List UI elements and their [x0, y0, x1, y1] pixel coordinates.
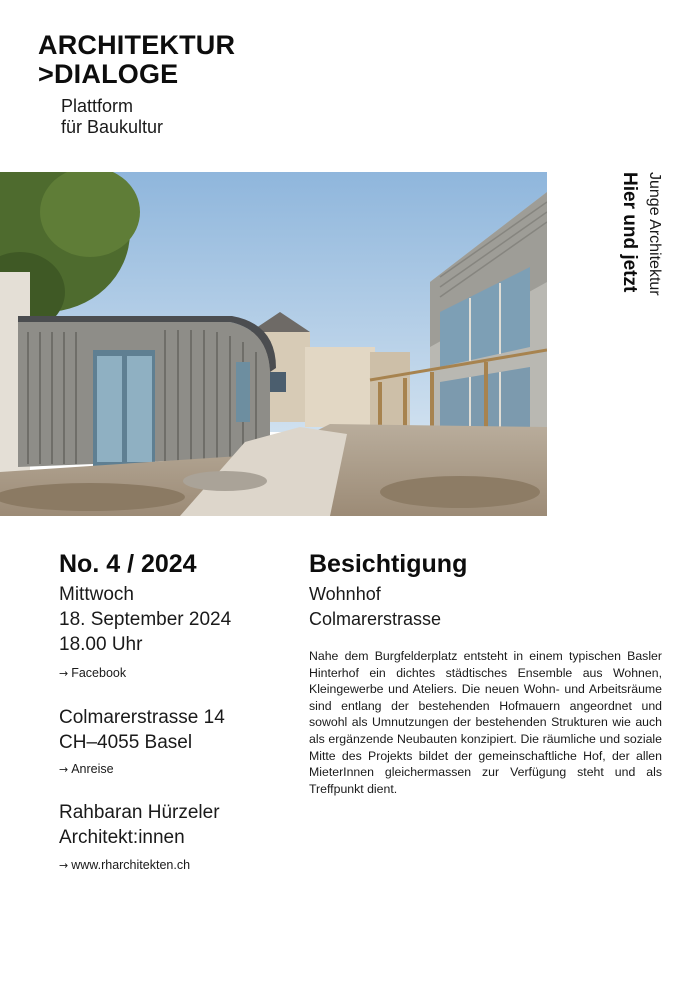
facebook-link-label: Facebook [71, 666, 127, 680]
address-street: Colmarerstrasse 14 [59, 707, 225, 728]
event-weekday: Mittwoch [59, 584, 134, 605]
issue-number: No. 4 / 2024 [59, 550, 197, 578]
address-city: CH–4055 Basel [59, 732, 193, 753]
facebook-link[interactable] [59, 665, 126, 682]
logo-line-1: ARCHITEKTUR [38, 30, 236, 60]
courtyard-photo [0, 172, 547, 516]
logo-line-2: >DIALOGE [38, 59, 179, 89]
directions-link[interactable] [59, 761, 114, 778]
architect-name: Rahbaran Hürzeler [59, 802, 220, 823]
website-link[interactable] [59, 857, 190, 874]
event-date: 18. September 2024 [59, 609, 232, 630]
article-subtitle-2: Colmarerstrasse [309, 609, 442, 629]
article-subtitle-1: Wohnhof [309, 584, 381, 604]
directions-link-label: Anreise [71, 762, 114, 776]
arrow-right-icon: → [59, 859, 69, 872]
event-time: 18.00 Uhr [59, 634, 143, 655]
article-body: Nahe dem Burgfelderplatz entsteht in einem typischen Basler Hinterhof ein dichtes städtisches Ensemble aus Wohnen, Kleingewerbe und Ateliers. Die neuen Wohn- und Arbeitsräume sind entlang der bestehenden Hofmauern angeordnet und sowohl als Umnutzungen der bestehenden Strukturen wie auch als ergänzende Neubauten konzipiert. Die räumliche und soziale Mitte des Projekts bildet der gemeinschaftliche Hof, der allen MieterInnen gleichermassen zur Verfügung steht und als Treffpunkt dient. [309, 649, 662, 796]
series-subtitle: Junge Architektur [646, 172, 663, 296]
tagline-line-2: für Baukultur [61, 117, 164, 137]
arrow-right-icon: → [59, 667, 69, 680]
article-headline: Besichtigung [309, 550, 468, 578]
architect-type: Architekt:innen [59, 827, 185, 848]
series-title-vertical [614, 172, 668, 362]
tagline-line-1: Plattform [61, 96, 134, 116]
series-title: Hier und jetzt [619, 172, 640, 293]
arrow-right-icon: → [59, 763, 69, 776]
website-link-label: www.rharchitekten.ch [71, 858, 191, 872]
